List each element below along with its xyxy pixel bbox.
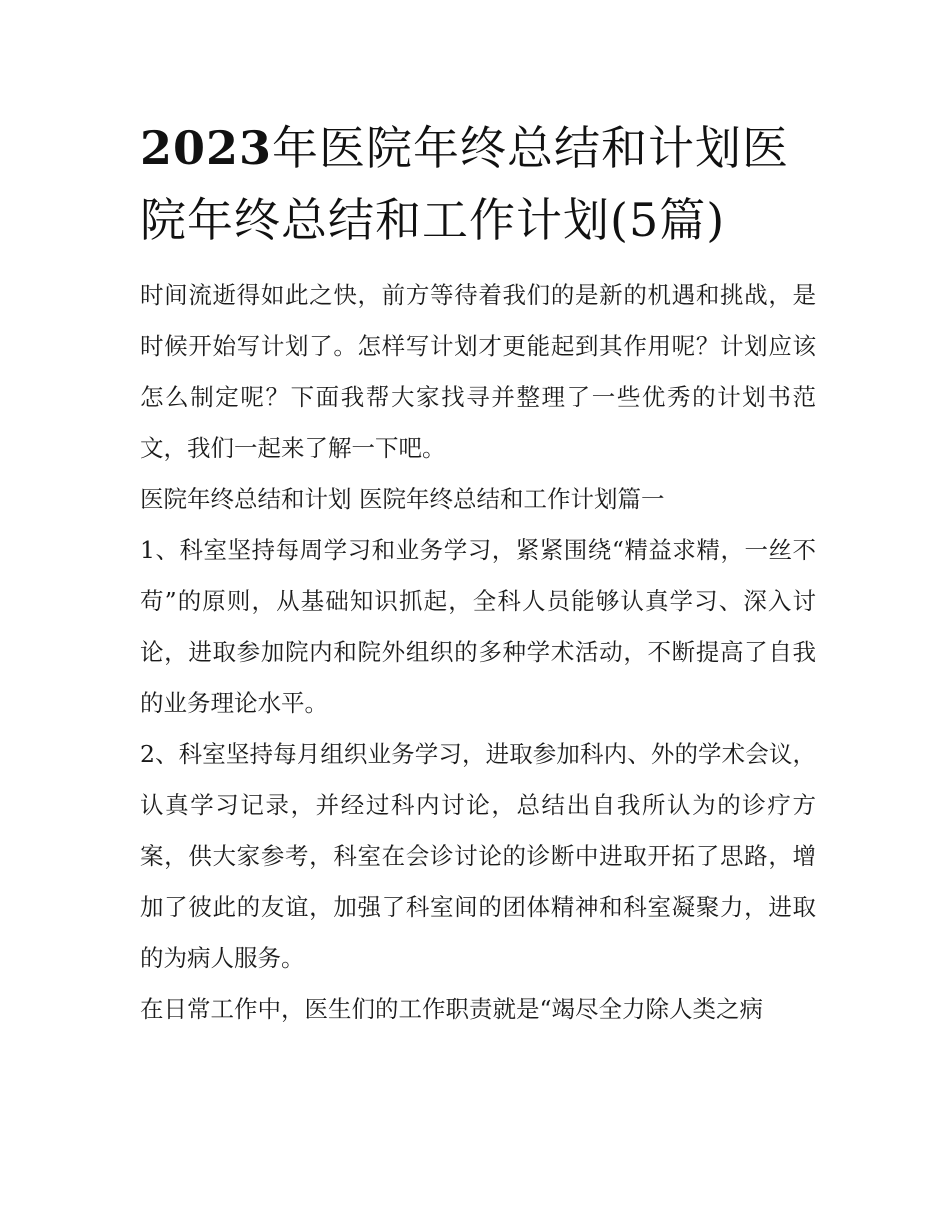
title-year: 2023	[140, 121, 273, 175]
list-item-1: 1、科室坚持每周学习和业务学习，紧紧围绕“精益求精，一丝不苟”的原则，从基础知识抓起，全科人员能够认真学习、深入讨论，进取参加院内和院外组织的多种学术活动，不断提高了自我的业务理论水平。	[140, 536, 816, 717]
document-title	[140, 112, 816, 256]
section-heading: 医院年终总结和计划 医院年终总结和工作计划篇一	[140, 485, 665, 513]
intro-paragraph: 时间流逝得如此之快，前方等待着我们的是新的机遇和挑战，是时候开始写计划了。怎样写计划才更能起到其作用呢？计划应该怎么制定呢？下面我帮大家找寻并整理了一些优秀的计划书范文，我们一起来了解一下吧。	[140, 281, 816, 462]
document-body	[140, 112, 816, 1035]
closing-paragraph: 在日常工作中，医生们的工作职责就是“竭尽全力除人类之病	[140, 995, 764, 1023]
title-text: 年医院年终总结和计划医院年终总结和工作计划(5篇)	[140, 121, 790, 247]
list-item-2: 2、科室坚持每月组织业务学习，进取参加科内、外的学术会议，认真学习记录，并经过科内讨论，总结出自我所认为的诊疗方案，供大家参考，科室在会诊讨论的诊断中进取开拓了思路，增加了彼此的友谊，加强了科室间的团体精神和科室凝聚力，进取的为病人服务。	[140, 740, 816, 972]
